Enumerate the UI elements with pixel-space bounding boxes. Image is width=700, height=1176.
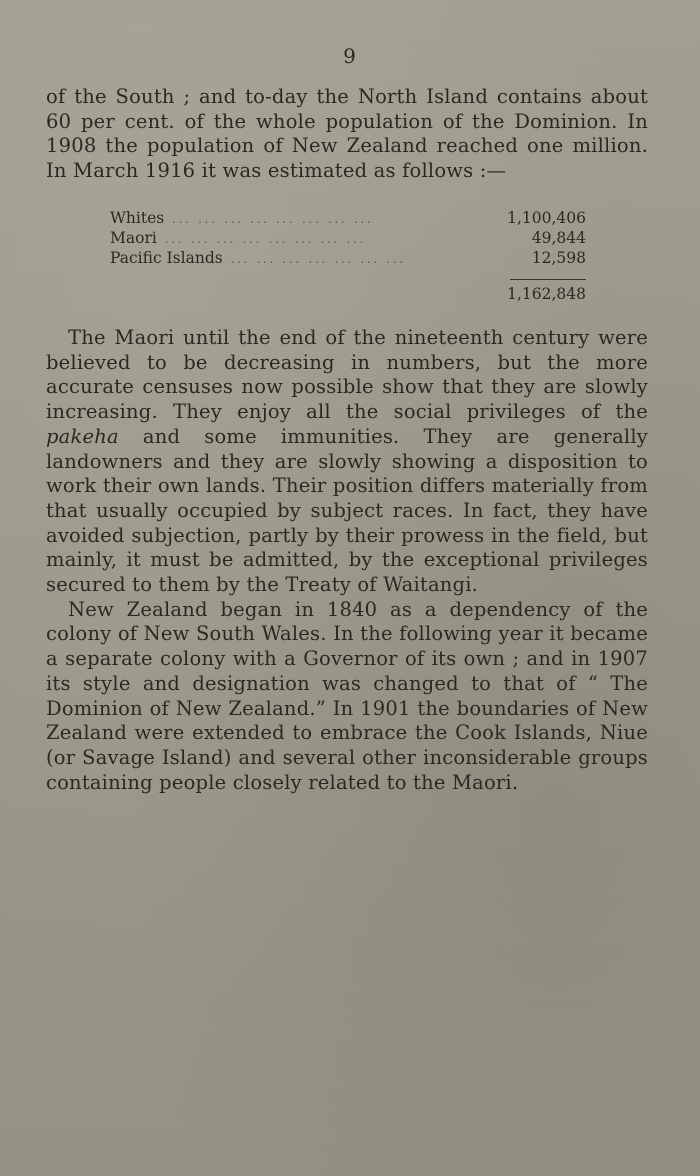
table-row-label: Maori bbox=[110, 229, 157, 247]
table-row-label: Whites bbox=[110, 209, 165, 227]
paragraph-maori-text-a: The Maori until the end of the nineteenth century were believed to be decreasing in numbers, but the more accurate censuses now possible show that they are slowly increasing. They enjoy all the social privileges of the bbox=[46, 326, 648, 424]
table-row bbox=[110, 209, 586, 229]
table-row-value: 49,844 bbox=[531, 229, 586, 247]
table-total-value: 1,162,848 bbox=[507, 285, 586, 303]
population-table bbox=[110, 209, 586, 304]
italic-word-pakeha: pakeha bbox=[46, 424, 119, 448]
intro-paragraph-text: of the South ; and to-day the North Island contains about 60 per cent. of the whole population of the Dominion. In 1908 the population of New Zealand reached one million. In March 1916 it was estimated as follows :— bbox=[46, 85, 648, 183]
total-rule bbox=[510, 279, 586, 280]
table-row-value: 12,598 bbox=[531, 249, 586, 267]
paragraph-maori bbox=[46, 326, 648, 598]
dot-leader: ... ... ... ... ... ... ... ... bbox=[164, 233, 367, 246]
dot-leader: ... ... ... ... ... ... ... bbox=[230, 253, 407, 266]
body-text bbox=[46, 326, 648, 795]
table-row bbox=[110, 229, 586, 249]
table-total-row bbox=[110, 285, 586, 304]
table-row-value: 1,100,406 bbox=[507, 209, 586, 227]
intro-paragraph bbox=[46, 85, 648, 184]
table-row bbox=[110, 249, 586, 269]
paragraph-colony: New Zealand began in 1840 as a dependency of the colony of New South Wales. In the following year it became a separate colony with a Governor of its own ; and in 1907 its style and designation was changed to that of “ The Dominion of New Zealand.” In 1901 the boundaries of New Zealand were extended to embrace the Cook Islands, Niue (or Savage Island) and several other inconsiderable groups containing people closely related to the Maori. bbox=[46, 597, 648, 794]
table-row-label: Pacific Islands bbox=[110, 249, 223, 267]
page-number: 9 bbox=[343, 44, 357, 68]
paragraph-maori-text-b: and some immunities. They are generally landowners and they are slowly showing a disposition to work their own lands. Their position differs materially from that usually occupied by subject races. In fact, they have avoided subjection, partly by their prowess in the field, but mainly, it must be admitted, by the exceptional privileges secured to them by the Treaty of Waitangi. bbox=[46, 424, 648, 597]
dot-leader: ... ... ... ... ... ... ... ... bbox=[172, 213, 374, 226]
